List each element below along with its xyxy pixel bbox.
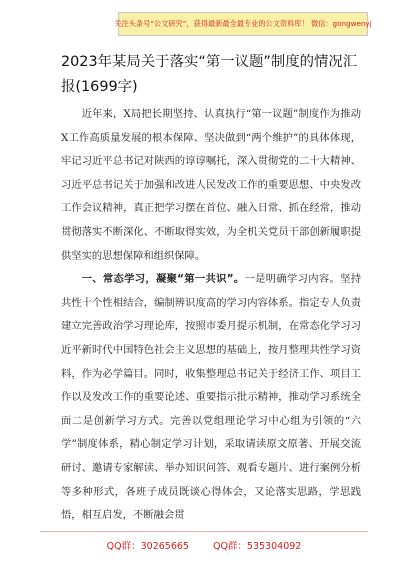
footer-qq-group-1: QQ群：30265665 — [106, 541, 189, 552]
paragraph-text: 一是明确学习内容。坚持共性十个性相结合，编制辨识度高的学习内容体系。指定专人负责建立完善政治学习理论库，按照市委月提示机制，在常态化学习习近平新时代中国特色社会主义思想的基础上，按月整理共性学习资料，作为必学篇目。同时，收集整理总书记关于经济工作、项目工作以及发改工作的重要论述、重要指示批示精神，推动学习系统全面二是创新学习方式。完善以党组理论学习中心组为引领的“六学”制度体系，精心制定学习计划，采取请读原文原著、开展交流研讨、邀请专家解读、举办知识问答、观看专题片、进行案例分析等多种形式，各班子成员既谈心得体会，又论落实思路，学思践悟，相互启发，不断融会贯 — [61, 273, 361, 522]
banner-text: 关注头条号“公文研究”，获得最新最全最专业的公文资料库！ 微信：gongwenyj — [114, 19, 372, 28]
footer-divider — [40, 531, 368, 532]
paragraph-text: 近年来，X局把长期坚持、认真执行“第一议题”制度作为推动X工作高质量发展的根本保障、坚决做到“两个维护”的具体体现，牢记习近平总书记对陕西的谆谆嘱托，深入贯彻党的二十大精神、习近平总书记关于加强和改进人民发改工作的重要思想、中央发改工作会议精神，真正把学习摆在首位、融入日常、抓在经常，推动贯彻落实不断深化、不断取得实效，为全机关党员干部创新履职提供坚实的思想保障和组织保障。 — [61, 108, 361, 262]
footer — [0, 538, 408, 552]
paragraph-section-one — [61, 268, 361, 528]
document-body — [61, 103, 361, 528]
section-heading: 一、常态学习，凝聚“第一共识”。 — [81, 273, 245, 286]
document-title: 2023年某局关于落实“第一议题”制度的情况汇报(1699字) — [61, 54, 358, 95]
footer-qq-group-2: QQ群：535304092 — [212, 541, 302, 552]
paragraph-intro — [61, 103, 361, 268]
header-banner — [114, 12, 372, 36]
